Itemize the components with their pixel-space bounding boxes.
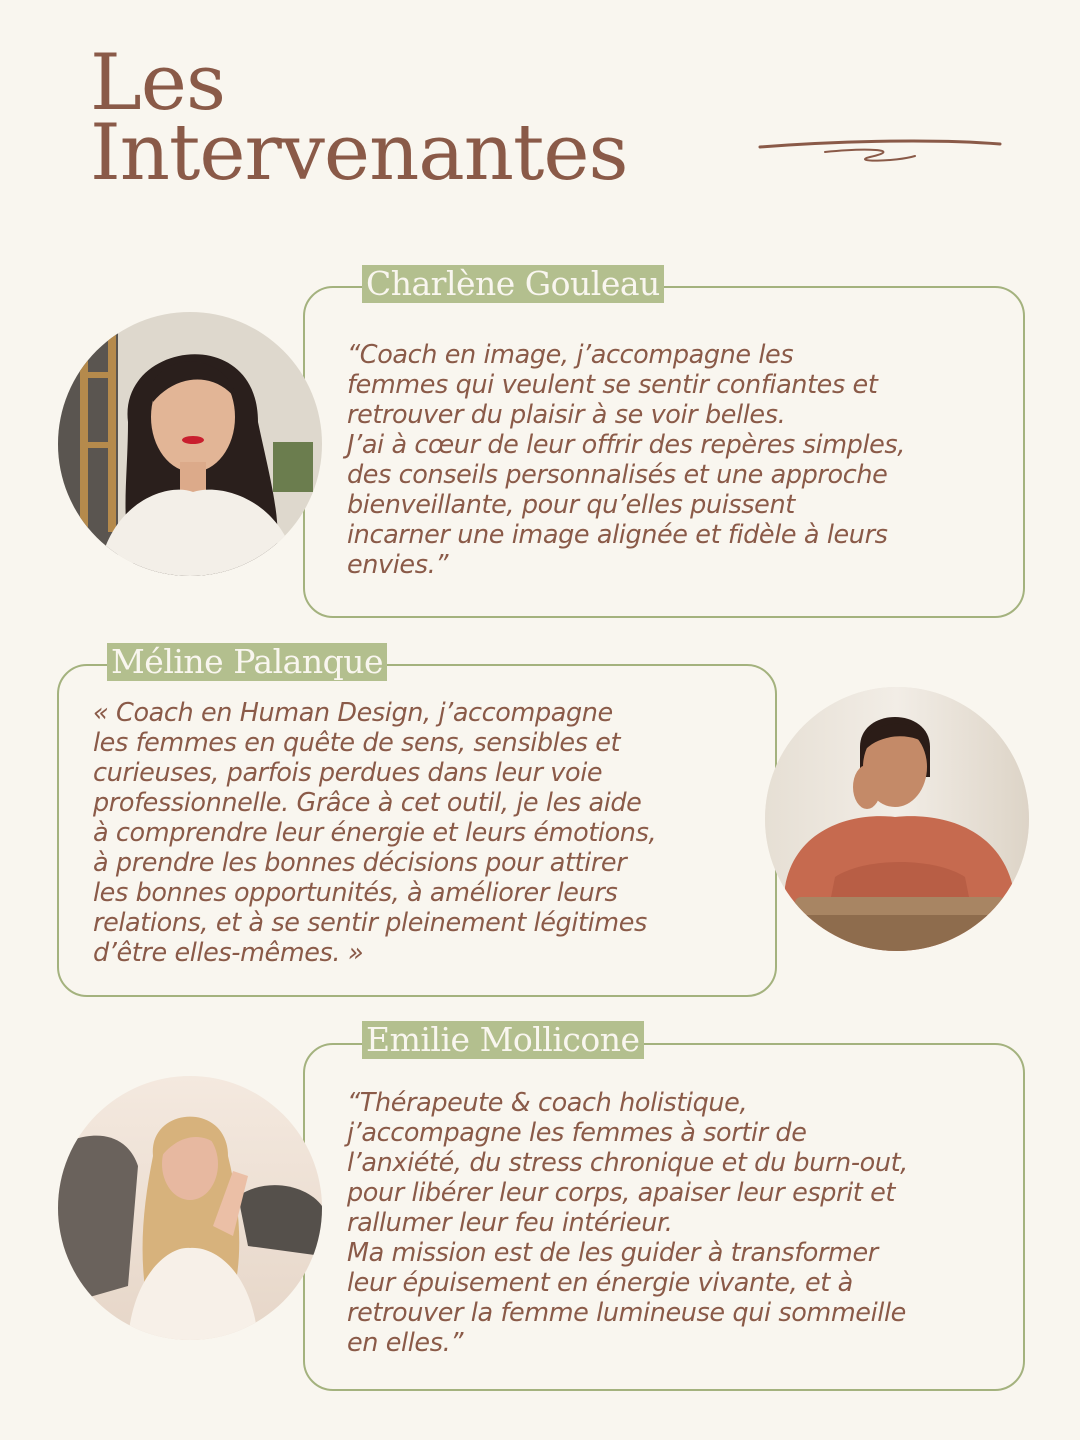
portrait-charlene-icon [58,312,322,576]
decorative-swash-icon [755,130,1005,170]
title-line-2: Intervenantes [90,108,628,198]
portrait-emilie-icon [58,1076,322,1340]
speaker-name-emilie: Emilie Mollicone [362,1021,644,1059]
title-line-1: Les [90,38,225,128]
page-title [90,38,628,198]
avatar-charlene [58,312,322,576]
speaker-name-charlene: Charlène Gouleau [362,265,664,303]
speaker-quote-emilie: “Thérapeute & coach holistique, j’accompagne les femmes à sortir de l’anxiété, du stress chronique et du burn-out, pour libérer leur corps, apaiser leur esprit et rallumer leur feu intérieur. Ma mission est de les guider à transformer leur épuisement en énergie vivante, et à retrouver la femme lumineuse qui sommeille en elles.” [347,1088,908,1358]
avatar-emilie [58,1076,322,1340]
speaker-quote-meline: « Coach en Human Design, j’accompagne les femmes en quête de sens, sensibles et curieuses, parfois perdues dans leur voie professionnelle. Grâce à cet outil, je les aide à comprendre leur énergie et leurs émotions, à prendre les bonnes décisions pour attirer les bonnes opportunités, à améliorer leurs relations, et à se sentir pleinement légitimes d’être elles-mêmes. » [93,698,657,968]
speaker-name-meline: Méline Palanque [107,643,387,681]
avatar-meline [765,687,1029,951]
portrait-meline-icon [765,687,1029,951]
speaker-quote-charlene: “Coach en image, j’accompagne les femmes qui veulent se sentir confiantes et retrouver du plaisir à se voir belles. J’ai à cœur de leur offrir des repères simples, des conseils personnalisés et une approche bienveillante, pour qu’elles puissent incarner une image alignée et fidèle à leurs envies.” [347,340,906,580]
